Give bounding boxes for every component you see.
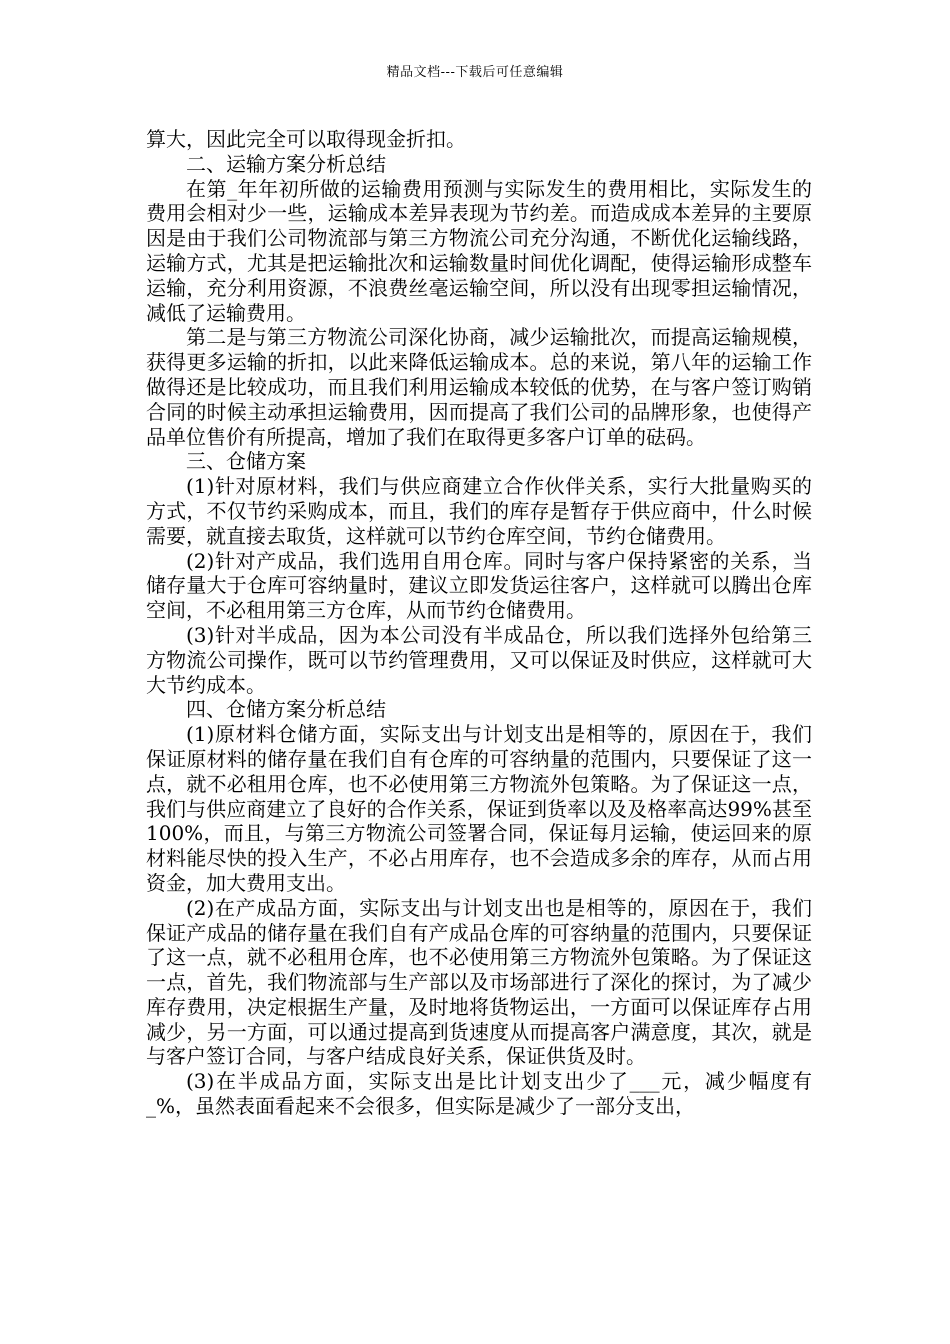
paragraph-1: 算大，因此完全可以取得现金折扣。 (146, 127, 466, 151)
page-header: 精品文档---下载后可任意编辑 (386, 65, 564, 80)
document-body (146, 127, 812, 1119)
paragraph-12: (3)在半成品方面，实际支出是比计划支出少了___元，减少幅度有_%，虽然表面看起来不会很多，但实际是减少了一部分支出， (146, 1069, 812, 1119)
paragraph-7: (2)针对产成品，我们选用自用仓库。同时与客户保持紧密的关系，当储存量大于仓库可容纳量时，建议立即发货运往客户，这样就可以腾出仓库空间，不必租用第三方仓库，从而节约仓储费用。 (146, 548, 812, 623)
paragraph-10: (1)原材料仓储方面，实际支出与计划支出是相等的，原因在于，我们保证原材料的储存量在我们自有仓库的可容纳量的范围内，只要保证了这一点，就不必租用仓库，也不必使用第三方物流外包策略。为了保证这一点，我们与供应商建立了良好的合作关系，保证到货率以及及格率高达99%甚至100%，而且，与第三方物流公司签署合同，保证每月运输，使运回来的原材料能尽快的投入生产，不必占用库存，也不会造成多余的库存，从而占用资金，加大费用支出。 (146, 722, 812, 895)
paragraph-6: (1)针对原材料，我们与供应商建立合作伙伴关系，实行大批量购买的方式，不仅节约采购成本，而且，我们的库存是暂存于供应商中，什么时候需要，就直接去取货，这样就可以节约仓库空间，节约仓储费用。 (146, 474, 812, 548)
section-heading-warehouse-plan: 三、仓储方案 (186, 449, 306, 474)
paragraph-11: (2)在产成品方面，实际支出与计划支出也是相等的，原因在于，我们保证产成品的储存量在我们自有产成品仓库的可容纳量的范围内，只要保证了这一点，就不必租用仓库，也不必使用第三方物流外包策略。为了保证这一点，首先，我们物流部与生产部以及市场部进行了深化的探讨，为了减少库存费用，决定根据生产量，及时地将货物运出，一方面可以保证库存占用减少，另一方面，可以通过提高到货速度从而提高客户满意度，其次，就是与客户签订合同，与客户结成良好关系，保证供货及时。 (146, 895, 812, 1069)
section-heading-transport-summary: 二、运输方案分析总结 (186, 151, 386, 176)
paragraph-4: 第二是与第三方物流公司深化协商，减少运输批次，而提高运输规模，获得更多运输的折扣，以此来降低运输成本。总的来说，第八年的运输工作做得还是比较成功，而且我们利用运输成本较低的优势，在与客户签订购销合同的时候主动承担运输费用，因而提高了我们公司的品牌形象，也使得产品单位售价有所提高，增加了我们在取得更多客户订单的砝码。 (146, 325, 812, 449)
paragraph-3: 在第_年年初所做的运输费用预测与实际发生的费用相比，实际发生的费用会相对少一些，运输成本差异表现为节约差。而造成成本差异的主要原因是由于我们公司物流部与第三方物流公司充分沟通，不断优化运输线路，运输方式，尤其是把运输批次和运输数量时间优化调配，使得运输形成整车运输，充分利用资源，不浪费丝毫运输空间，所以没有出现零担运输情况，减低了运输费用。 (146, 176, 812, 325)
paragraph-8: (3)针对半成品，因为本公司没有半成品仓，所以我们选择外包给第三方物流公司操作，既可以节约管理费用，又可以保证及时供应，这样就可大大节约成本。 (146, 622, 812, 697)
section-heading-warehouse-summary: 四、仓储方案分析总结 (186, 697, 386, 722)
